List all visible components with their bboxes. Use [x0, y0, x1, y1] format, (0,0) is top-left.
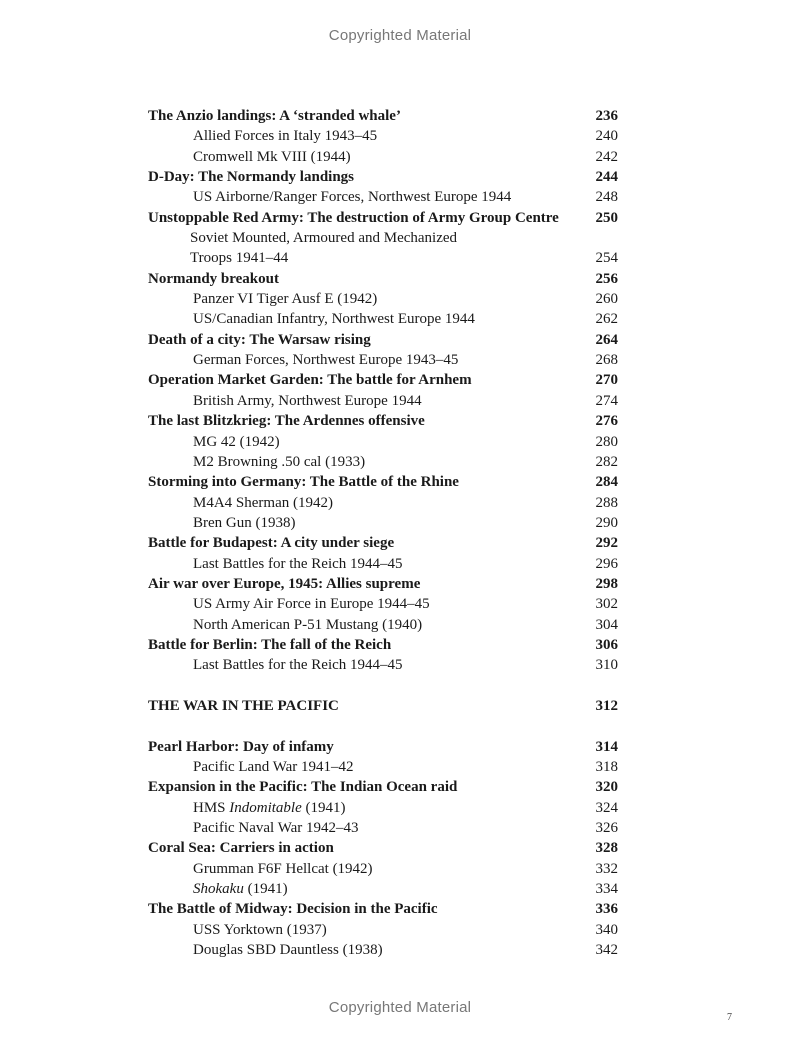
toc-sub-entry: [148, 289, 618, 309]
toc-chapter-entry: [148, 533, 618, 553]
toc-entry-page: 334: [595, 881, 618, 898]
toc-sub-entry: [148, 594, 618, 614]
toc-entry-title-suffix: (1941): [243, 881, 288, 898]
toc-spacer: [148, 716, 618, 736]
toc-entry-title: USS Yorktown (1937): [193, 921, 327, 938]
toc-entry-page: 336: [595, 901, 618, 918]
toc-entry-title: US/Canadian Infantry, Northwest Europe 1944: [193, 311, 475, 328]
toc-entry-page: 306: [595, 636, 618, 653]
toc-sub-entry: [148, 147, 618, 167]
toc-entry-title: THE WAR IN THE PACIFIC: [148, 697, 339, 714]
toc-chapter-entry: [148, 472, 618, 492]
toc-entry-title: Allied Forces in Italy 1943–45: [193, 128, 378, 145]
copyright-banner-top: Copyrighted Material: [328, 27, 472, 44]
toc-chapter-entry: [148, 838, 618, 858]
toc-entry-page: 260: [595, 291, 618, 308]
toc-sub-entry: [148, 187, 618, 207]
toc-entry-title: Pacific Naval War 1942–43: [193, 820, 359, 837]
page-number: 7: [727, 1012, 732, 1023]
toc-entry-page: 268: [595, 352, 618, 369]
toc-entry-page: 264: [595, 331, 618, 348]
toc-entry-title: German Forces, Northwest Europe 1943–45: [193, 352, 459, 369]
toc-entry-title: Grumman F6F Hellcat (1942): [193, 860, 373, 877]
toc-entry-title: Battle for Berlin: The fall of the Reich: [148, 636, 392, 653]
toc-sub-entry: [148, 350, 618, 370]
toc-chapter-entry: [148, 574, 618, 594]
toc-sub-entry: [148, 126, 618, 146]
toc-entry-page: 314: [595, 738, 618, 755]
toc-entry-page: 240: [595, 128, 618, 145]
toc-entry-page: 342: [595, 942, 618, 959]
toc-entry-page: 242: [595, 148, 618, 165]
toc-entry-title-prefix: HMS: [193, 799, 230, 816]
toc-chapter-entry: [148, 370, 618, 390]
toc-entry-page: 292: [595, 535, 618, 552]
toc-entry-page: 270: [595, 372, 618, 389]
toc-entry-title: Last Battles for the Reich 1944–45: [193, 657, 403, 674]
toc-chapter-entry: [148, 167, 618, 187]
toc-entry-title: Troops 1941–44: [190, 250, 289, 267]
toc-entry-page: 262: [595, 311, 618, 328]
toc-entry-title: Battle for Budapest: A city under siege: [148, 535, 395, 552]
toc-entry-title-italic: Indomitable: [229, 799, 302, 816]
toc-entry-title: Normandy breakout: [148, 270, 279, 287]
toc-chapter-entry: [148, 737, 618, 757]
toc-entry-page: 276: [595, 413, 618, 430]
toc-sub-entry: [148, 228, 618, 248]
toc-entry-title: M4A4 Sherman (1942): [193, 494, 333, 511]
toc-entry-title-suffix: (1941): [301, 799, 346, 816]
toc-entry-title: British Army, Northwest Europe 1944: [193, 392, 422, 409]
toc-sub-entry: [148, 432, 618, 452]
toc-entry-title: Douglas SBD Dauntless (1938): [193, 942, 383, 959]
toc-sub-entry: [148, 920, 618, 940]
toc-entry-page: 248: [595, 189, 618, 206]
toc-entry-title: M2 Browning .50 cal (1933): [193, 453, 366, 470]
toc-entry-title: US Airborne/Ranger Forces, Northwest Europe 1944: [193, 189, 512, 206]
table-of-contents: [148, 106, 618, 960]
toc-sub-entry: [148, 493, 618, 513]
toc-sub-entry: [148, 452, 618, 472]
toc-entry-page: 284: [595, 474, 618, 491]
toc-entry-page: 236: [595, 108, 618, 124]
toc-entry-page: 256: [595, 270, 618, 287]
toc-entry-title: Expansion in the Pacific: The Indian Ocean raid: [148, 779, 458, 796]
toc-sub-entry: [148, 879, 618, 899]
toc-entry-page: 244: [595, 169, 618, 186]
toc-entry-title: Last Battles for the Reich 1944–45: [193, 555, 403, 572]
toc-entry-page: 250: [595, 209, 618, 226]
toc-entry-page: 274: [595, 392, 618, 409]
toc-spacer: [148, 676, 618, 696]
toc-entry-page: 254: [595, 250, 618, 267]
toc-chapter-entry: [148, 330, 618, 350]
toc-entry-title: Pearl Harbor: Day of infamy: [148, 738, 334, 755]
toc-entry-title: Cromwell Mk VIII (1944): [193, 148, 351, 165]
toc-entry-title: Unstoppable Red Army: The destruction of Army Group Centre: [148, 209, 559, 226]
toc-entry-page: 282: [595, 453, 618, 470]
toc-entry-title: [148, 800, 346, 816]
toc-entry-page: 296: [595, 555, 618, 572]
toc-entry-title: US Army Air Force in Europe 1944–45: [193, 596, 430, 613]
toc-sub-entry: [148, 554, 618, 574]
toc-chapter-entry: [148, 899, 618, 919]
toc-chapter-entry: [148, 635, 618, 655]
toc-entry-title: Operation Market Garden: The battle for Arnhem: [148, 372, 472, 389]
toc-entry-title: MG 42 (1942): [193, 433, 280, 450]
toc-sub-entry: [148, 309, 618, 329]
toc-chapter-entry: [148, 269, 618, 289]
toc-entry-title: D-Day: The Normandy landings: [148, 169, 355, 186]
toc-entry-page: 326: [595, 820, 618, 837]
toc-entry-page: 332: [595, 860, 618, 877]
toc-entry-title: [148, 881, 288, 897]
toc-entry-page: 328: [595, 840, 618, 857]
toc-sub-entry: [148, 818, 618, 838]
toc-entry-page: 324: [595, 799, 618, 816]
toc-entry-title: Coral Sea: Carriers in action: [148, 840, 334, 857]
toc-entry-page: 288: [595, 494, 618, 511]
toc-sub-entry: [148, 248, 618, 268]
toc-entry-page: 312: [595, 697, 618, 714]
toc-sub-entry: [148, 391, 618, 411]
toc-chapter-entry: [148, 777, 618, 797]
toc-chapter-entry: [148, 106, 618, 126]
toc-entry-page: 290: [595, 514, 618, 531]
toc-entry-title: Panzer VI Tiger Ausf E (1942): [193, 291, 378, 308]
toc-sub-entry: [148, 757, 618, 777]
toc-section-heading: [148, 696, 618, 716]
toc-entry-title: North American P-51 Mustang (1940): [193, 616, 423, 633]
toc-entry-title: Death of a city: The Warsaw rising: [148, 331, 371, 348]
toc-entry-page: 280: [595, 433, 618, 450]
toc-entry-title: Storming into Germany: The Battle of the Rhine: [148, 474, 459, 491]
toc-entry-page: 318: [595, 759, 618, 775]
toc-entry-page: 304: [595, 616, 618, 633]
toc-entry-title: The Battle of Midway: Decision in the Pacific: [148, 901, 438, 918]
toc-sub-entry: [148, 615, 618, 635]
copyright-banner-bottom: Copyrighted Material: [328, 999, 472, 1016]
toc-chapter-entry: [148, 208, 618, 228]
toc-entry-page: 298: [595, 575, 618, 592]
toc-sub-entry: [148, 513, 618, 533]
toc-entry-title: Pacific Land War 1941–42: [193, 759, 354, 775]
toc-entry-title: The Anzio landings: A ‘stranded whale’: [148, 108, 401, 124]
toc-sub-entry: [148, 655, 618, 675]
toc-entry-title-italic: Shokaku: [193, 881, 244, 898]
toc-entry-title: Soviet Mounted, Armoured and Mechanized: [190, 230, 458, 247]
toc-entry-title: The last Blitzkrieg: The Ardennes offensive: [148, 413, 425, 430]
toc-chapter-entry: [148, 411, 618, 431]
toc-sub-entry: [148, 798, 618, 818]
toc-entry-page: 320: [595, 779, 618, 796]
toc-entry-title: Bren Gun (1938): [193, 514, 296, 531]
toc-entry-title: Air war over Europe, 1945: Allies supreme: [148, 575, 421, 592]
toc-entry-page: 310: [595, 657, 618, 674]
toc-sub-entry: [148, 859, 618, 879]
toc-entry-page: 340: [595, 921, 618, 938]
toc-entry-page: 302: [595, 596, 618, 613]
toc-sub-entry: [148, 940, 618, 960]
